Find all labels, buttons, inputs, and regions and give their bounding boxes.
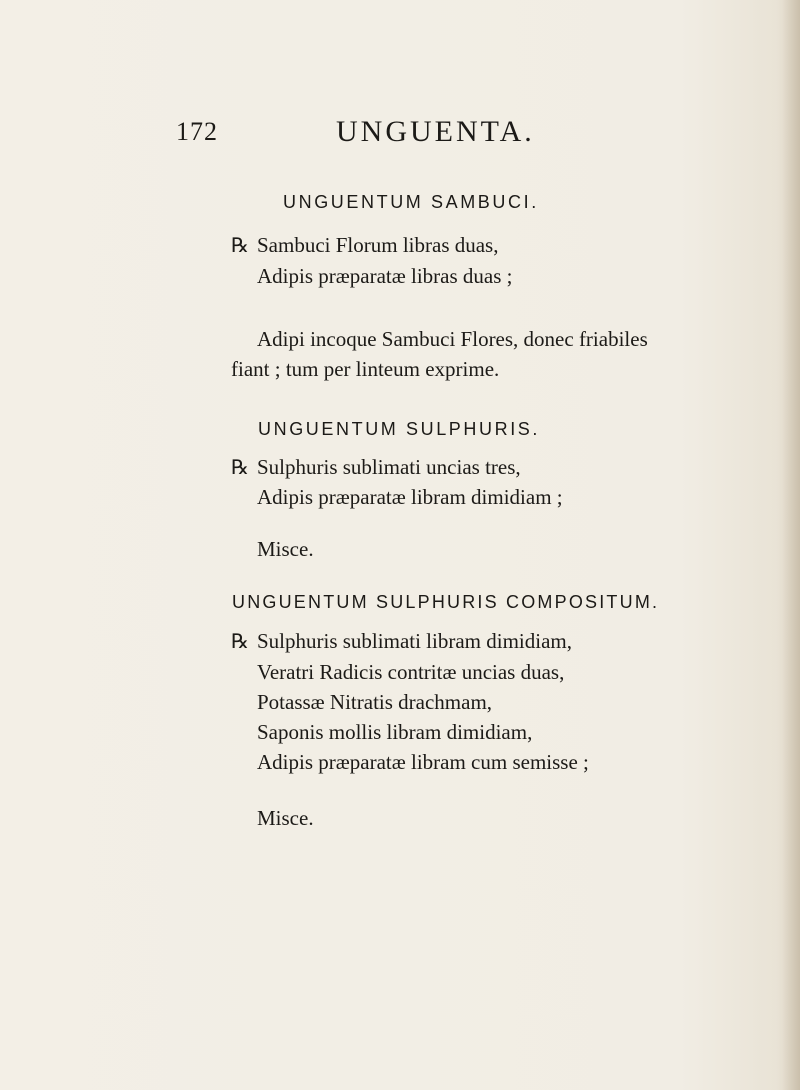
section-heading-sambuci: UNGUENTUM SAMBUCI. <box>283 192 539 212</box>
section-heading-sulphuris: UNGUENTUM SULPHURIS. <box>258 419 541 439</box>
recipe-line <box>231 233 498 258</box>
page-number: 172 <box>176 117 218 146</box>
instruction-line: Misce. <box>257 537 314 561</box>
ingredient-line: Saponis mollis libram dimidiam, <box>257 720 533 744</box>
recipe-symbol-icon: ℞ <box>231 457 249 479</box>
ingredient-line: Adipis præparatæ libram dimidiam ; <box>257 485 563 509</box>
recipe-line <box>231 455 521 480</box>
page-edge-shadow <box>782 0 800 1090</box>
instruction-line: Adipi incoque Sambuci Flores, donec friabiles <box>257 327 648 351</box>
instruction-line: Misce. <box>257 806 314 830</box>
running-head: UNGUENTA. <box>336 115 535 148</box>
instruction-line: fiant ; tum per linteum exprime. <box>231 357 500 381</box>
ingredient-line: Adipis præparatæ libram cum semisse ; <box>257 750 589 774</box>
ingredient-line: Veratri Radicis contritæ uncias duas, <box>257 660 565 684</box>
recipe-symbol-icon: ℞ <box>231 631 249 653</box>
recipe-symbol-icon: ℞ <box>231 235 249 257</box>
ingredient-line: Adipis præparatæ libras duas ; <box>257 264 513 288</box>
ingredient-line: Sulphuris sublimati uncias tres, <box>257 455 521 479</box>
section-heading-sulphuris-compositum: UNGUENTUM SULPHURIS COMPOSITUM. <box>232 592 660 612</box>
ingredient-line: Sulphuris sublimati libram dimidiam, <box>257 629 572 653</box>
recipe-line <box>231 629 572 654</box>
ingredient-line: Potassæ Nitratis drachmam, <box>257 690 493 714</box>
ingredient-line: Sambuci Florum libras duas, <box>257 233 499 257</box>
